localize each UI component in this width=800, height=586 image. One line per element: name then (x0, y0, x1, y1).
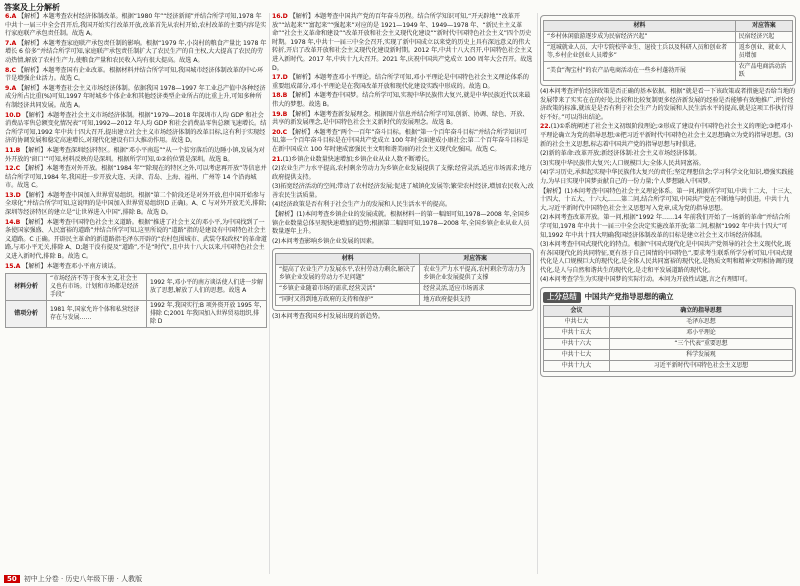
q15-analysis-table (5, 273, 267, 328)
table-header: 材料 (276, 254, 420, 265)
answer-item (540, 150, 796, 159)
answer-explanation: (3)实现中华民族伟大复兴;人口规模巨大;全体人民共同富裕。 (540, 159, 705, 167)
answer-explanation: 【解析】本题考查新发展理念。根据图片信息并结合所学可知,创新、协调、绿色、开放、共享的新发展理念,是中国特色社会主义新时代的发展理念。故选 B。 (272, 110, 529, 127)
answer-item (272, 183, 534, 200)
table-cell: 中共十九大 (544, 360, 610, 371)
answer-item (5, 219, 267, 262)
answer-item (5, 165, 267, 191)
answer-explanation: (4)学习历史,承担起实现中华民族伟大复兴的责任;坚定理想信念;学习科学文化知识,增强实践能力,为早日实现中国梦贡献自己的一份力量;个人梦想融入中国梦。 (540, 169, 794, 185)
table-cell: 1992 年,我国实行;B 项外资开放 1995 年,排除 C;2001 年我国加入世界贸易组织,排除 D (146, 301, 266, 328)
answer-explanation: 【解析】本题考查家庭联产承包责任制的影响。根据“1979 年,小岗村的粮食产量比 1978 年增长 6 倍多”并结合所学可知,家庭联产承包责任制扩大了农民生产的自主权,大大提高了农民的劳动热情,解放了农村生产力,使粮食产量和农民收入均有很大提高。故选 A。 (5, 39, 267, 64)
answer-letter: B (282, 110, 288, 118)
column-divider (537, 13, 538, 574)
question-number: 6. (5, 13, 12, 20)
answer-explanation: 【解析】本题考查深圳经济特区。根据“邓小平南巡”“从一个贫穷落后的边陲小镇,发展为对外开放的‘窗口’”可知,材料反映的是深圳。根据所学可知,①②的位置是深圳。故选 B。 (5, 146, 265, 163)
table-cell: 毛泽东思想 (609, 316, 792, 327)
table-header: 对应答案 (420, 254, 531, 265)
table-cell: 中共七大 (544, 316, 610, 327)
answer-explanation: 【解析】本题考查邓小平理论。结合所学可知,邓小平理论是中国特色社会主义理论体系的重要组成部分,邓小平理论是在我国改革开放和现代化建设实践中形成的。故选 D。 (272, 74, 529, 90)
table-row-head: 材料分析 (6, 274, 47, 301)
answer-item (272, 238, 534, 247)
table-cell: 1981 年,国家允许个体和私营经济存在与发展…… (47, 301, 147, 328)
table-cell: “返城就业人员、大中专院校毕业生、退役士兵以及科研人员和创业者等,乡村企业创业人员增多” (544, 43, 736, 62)
answer-item (272, 165, 534, 182)
answer-item (5, 67, 267, 84)
answer-explanation: (2)本问考查影响乡镇企业发展的因素。 (272, 237, 378, 245)
question-number: 22. (540, 123, 551, 131)
table-cell: 经营灵活,适应市场需求 (420, 284, 531, 295)
table-cell: “三个代表”重要思想 (609, 338, 792, 349)
table-header: 对应答案 (735, 21, 792, 32)
answer-explanation: 【解析】(1)本问考查中国特色社会主义理论体系。第一问,根据所学可知,中共十二大、十三大、十四大、十五大、十六大,……第二问,结合所学可知,中国共产党在不断地与时俱进。中共十九大,习近平新时代中国特色社会主义思想写入党章,成为党的指导思想。 (540, 187, 796, 212)
table-cell: 中共十七大 (544, 349, 610, 360)
table-header: 材料 (544, 21, 736, 32)
table-cell: 中共十六大 (544, 338, 610, 349)
answer-item (540, 123, 796, 149)
answer-item (5, 85, 267, 111)
answer-item (272, 74, 534, 91)
question-number: 17. (272, 74, 283, 82)
answer-explanation: 【解析】本题考查社会主义市场经济体制。根据“1979—2018 年深圳市人均 GDP 和社会消费品零售总额变化情况表”可知,1992—2012 年人均 GDP 和社会消费品零售总额飞速增长。结合所学可知,1992 年中共十四大召开,提出建立社会主义市场经济体制的改革目标,这有利于实现经济的协调发展和稳定高速增长,对现代化建设有巨大推动作用。故选 D。 (5, 111, 267, 145)
column-1 (5, 13, 267, 330)
answer-explanation: 【解析】本题考查邓小平南方谈话。 (22, 262, 120, 270)
answer-item (540, 188, 796, 214)
table-cell: 民宿经济兴起 (735, 32, 792, 43)
page-number: 50 (4, 575, 20, 583)
col3-table-box (540, 15, 796, 86)
question-number: 21. (272, 155, 283, 163)
answer-explanation: (2)农业生产力水平提高,农村剩余劳动力为乡镇企业发展提供了支撑;经营灵活,适应市场需求;地方政府提供支持。 (272, 165, 532, 181)
question-number: 19. (272, 110, 283, 118)
answer-letter: C (282, 128, 288, 136)
answer-explanation: (1)①系统阐述了社会主义初级阶段理论;②形成了建设有中国特色社会主义的理论;③把邓小平理论确立为党的指导思想;④把习近平新时代中国特色社会主义思想确立为党的指导思想。(3)新的社会主义思想,标志着中国共产党的指导思想与时俱进。 (540, 123, 794, 148)
answer-item (272, 211, 534, 237)
answer-item (5, 192, 267, 218)
answer-explanation: (3)拓宽经济活动的空间;带动了农村经济发展;促进了城镇化发展等;繁荣农村经济,增加农民收入;改善农民生活质量。 (272, 183, 534, 199)
answer-explanation: (4)经济政策是否有利于社会生产力的发展和人民生活水平的提高。 (272, 201, 451, 209)
answer-explanation: (4)本问考查评价经济政策是否正确的基本依据。根据“就是看一下该政策或者措施是否给当地的发展带来了实实在在的好处,比较和比较复制更多经济新发展的经验是否能够有效地推广,评价经济政策的标准,就该是是否有利于社会生产力的发展和人民生活水平的提高,就是这项工作执行得好不好。”可以得出结论。 (540, 88, 796, 121)
column-divider (269, 13, 270, 574)
table-cell: “提高了农业生产力发展水平,农村劳动力剩余,解决了乡镇企业发展的劳动力不足问题” (276, 265, 420, 284)
table-cell: 科学发展观 (609, 349, 792, 360)
answer-item (272, 111, 534, 128)
answer-item (272, 156, 534, 165)
answer-letter: D (282, 74, 288, 82)
answer-explanation: (2)新的革命:改革开放;新经济体制:社会主义市场经济体制。 (540, 150, 701, 158)
question-number: 9. (5, 84, 12, 92)
table-cell: 农业生产力水平提高,农村剩余劳动力为乡镇企业发展提供了支撑 (420, 265, 531, 284)
answer-explanation: 【解析】本题考查对外开放。根据“1984 年”“除现在的特区之外,可以考虑再开放”等信息并结合所学可知,1984 年,我国进一步开放大连、天津、青岛、上海、福州、广州等 14 个沿海城市。故选 C。 (5, 165, 267, 190)
answer-letter: A (11, 84, 17, 92)
page-footer (4, 574, 142, 584)
answer-explanation: 【解析】本题考查中国加入世界贸易组织。根据“第二个阶段还是对外开放,但中国开始参与全球化”并结合所学可知,这说明的是中国加入世界贸易组织(D 正确)。A、C 与对外开放无关,排除;深圳等经济特区的建立是“让世界进入中国”,排除 B。故选 D。 (5, 191, 267, 217)
table-cell: 返乡创业、就业人员增加 (735, 43, 792, 62)
answer-letter: A (15, 262, 21, 270)
answer-explanation: 【解析】本题考查中国梦。结合所学可知,实现中华民族伟大复兴,就是中华民族近代以来最伟大的梦想。故选 B。 (272, 92, 531, 108)
summary-title (543, 292, 793, 303)
answer-item (540, 160, 796, 169)
table-cell: “美食”淘宝村”的农产品电商活动在一些乡村蓬勃开展 (544, 62, 736, 81)
answer-item (540, 276, 796, 285)
answer-explanation: (1)乡镇企业数量快速增加;乡镇企业从业人数不断增长。 (282, 155, 434, 163)
answer-item (5, 40, 267, 66)
answer-item (540, 169, 796, 186)
table-cell: “同时又得到地方政府的支持和保护” (276, 295, 420, 306)
question-number: 16. (272, 13, 283, 20)
question-number: 15. (5, 262, 16, 270)
column-2 (272, 13, 534, 323)
table-cell: 习近平新时代中国特色社会主义思想 (609, 360, 792, 371)
answer-text: (3)本问考查我国乡村发展出现的新趋势。 (272, 313, 384, 321)
footer-text: 初中上分卷 · 历史八年级下册 · 人教版 (23, 575, 143, 583)
q21-table-box (272, 248, 534, 311)
page-header: 答案及上分解析 (4, 3, 60, 12)
answer-letter: B (282, 92, 288, 100)
summary-table (543, 305, 793, 372)
answer-item (540, 88, 796, 122)
answer-explanation: 【解析】本题考查“两个一百年”奋斗目标。根据“第一个百年奋斗目标”并结合所学知识可知,第一个百年奋斗目标是在中国共产党成立 100 年时全面建成小康社会;第二个百年奋斗目标是在新中国成立 100 年时建成富强民主文明和谐美丽的社会主义现代化强国。故选 C。 (272, 128, 529, 153)
answer-explanation: 【解析】本题考查农村经济体制改革。根据“1980 年”“经济新闻”并结合所学可知,1978 年中共十一届三中全会召开后,我国开始实行改革开放,改革首先从农村开始,农村改革的主要内容是实行家庭联产承包责任制。故选 A。 (5, 13, 267, 38)
answer-letter: A (11, 13, 17, 20)
answer-item (272, 92, 534, 109)
answer-explanation: (2)本问考查改革开放。第一问,根据“1992 年……14 年前我们开始了一场新的革命”并结合所学可知,1978 年中共十一届三中全会决定实施改革开放;第二问,根据“1992 年中共十四大”可知,1992 年中共十四大明确我国经济体制改革的目标是建立社会主义市场经济体制。 (540, 214, 791, 239)
question-number: 12. (5, 165, 16, 173)
answer-item (540, 214, 796, 240)
question-number: 11. (5, 146, 16, 154)
table-row-head: 错项分析 (6, 301, 47, 328)
table-cell: 邓小平理论 (609, 327, 792, 338)
question-number: 14. (5, 218, 16, 226)
answer-letter: B (15, 146, 21, 154)
table-cell: 地方政府提供支持 (420, 295, 531, 306)
column-3 (540, 13, 796, 379)
q21-table (275, 253, 531, 306)
answer-explanation: (4)本问考查学生为实现中国梦的实际行动。本问为开放性试题,言之有理即可。 (540, 276, 752, 284)
q21-3-table (543, 20, 793, 81)
question-number: 10. (5, 111, 16, 119)
answer-letter: D (15, 111, 21, 119)
answer-item (272, 129, 534, 155)
table-cell: “市场经济不等于资本主义,社会主义也有市场。计划和市场都是经济手段” (47, 274, 147, 301)
table-cell: “乡镇企业随着市场的需求,经营灵活” (276, 284, 420, 295)
question-number: 13. (5, 191, 16, 199)
question-number: 20. (272, 128, 283, 136)
answer-explanation: 【解析】本题考查国有企业改革。根据材料并结合所学可知,我国城市经济体制改革的中心环节是增强企业活力。故选 C。 (5, 66, 264, 83)
answer-explanation: 【解析】本题考查社会主义市场经济体制。依据我国 1978—1997 年工业总产值中各种经济成分所占比重(%)可知,1997 年时城乡个体企业和其他经济类型企业所占的比重上升,可知多种所有制经济共同发展。故选 A。 (5, 84, 266, 109)
answer-item (5, 263, 267, 272)
table-cell: “乡村休闲旅游逐步成为民宿经济兴起” (544, 32, 736, 43)
answer-letter: D (15, 191, 21, 199)
answer-explanation: 【解析】本题考查中国共产党的百年奋斗历程。结合所学知识可知,“开天辟地”“改革开放”“站起来”“富起来”“强起来”对应的是 1921—1949 年、1949—1978 年、“新民主主义革命”“社会主义革命和建设”“改革开放和社会主义现代化建设”“新时代中国特色社会主义”四个历史时期。1978 年,中共十一届三中全会召开,实现了新中国成立以来党的历史上具有深远意义的伟大转折,开启了改革开放和社会主义现代化建设新时期。2012 年,中共十八大召开,中国特色社会主义进入新时代。2017 年,中共十九大召开。2021 年,庆祝中国共产党成立 100 周年大会召开。故选 D。 (272, 13, 533, 72)
summary-box (540, 287, 796, 377)
answer-letter: A (11, 39, 17, 47)
answer-letter: B (15, 218, 21, 226)
summary-tag: 上分总结 (543, 292, 581, 303)
table-header: 确立的指导思想 (609, 305, 792, 316)
table-cell: 中共十五大 (544, 327, 610, 338)
question-number: 7. (5, 39, 12, 47)
answer-item (272, 201, 534, 210)
answer-item (5, 147, 267, 164)
question-number: 18. (272, 92, 283, 100)
table-header: 会议 (544, 305, 610, 316)
answer-item (540, 241, 796, 275)
table-cell: 农产品电商活动活跃 (735, 62, 792, 81)
answer-item (272, 13, 534, 73)
answer-explanation: 【解析】(1)本问考查乡镇企业的发展成就。根据材料一的第一幅图可知,1978—2008 年,全国乡镇企业数量总体呈现快速增加的趋势;根据第二幅图可知,1978—2008 年,全国乡镇企业从业人员数量逐年上升。 (272, 211, 530, 236)
summary-heading: 中国共产党指导思想的确立 (584, 292, 674, 302)
answer-explanation: (3)本问考查中国式现代化的特点。根据“中国式现代化是中国共产党领导的社会主义现代化,既有各国现代化的共同特征,更有基于自己国情的中国特色”,要求考生联系所学分析可知,中国式现代化是人口规模巨大的现代化,是全体人民共同富裕的现代化,是物质文明和精神文明相协调的现代化,是人与自然和谐共生的现代化,是走和平发展道路的现代化。 (540, 241, 794, 274)
answer-letter: C (15, 165, 21, 173)
answer-item (5, 112, 267, 146)
answer-explanation: 【解析】本题考查中国特色社会主义道路。根据“推进了社会主义的邓小平,为中国找到了一条使国家强盛、人民富裕的道路”并结合所学可知,这里所说的“道路”指的是建设有中国特色社会主义道路。C 正确。开辟民主革命的新道路指毛泽东开辟的“农村包围城市、武装夺取政权”的革命道路,与邓小平无关,排除 A、D;题干没有提及“道路”,不是“时代”,且中共十八大以来,中国特色社会主义进入新时代,排除 B。故选 C。 (5, 218, 267, 261)
answer-letter: C (11, 66, 16, 74)
table-cell: 1992 年,邓小平的南方谈话使人们进一步解放了思想,解放了人们的思想。故选 A (146, 274, 266, 301)
answer-item (5, 13, 267, 39)
question-number: 8. (5, 66, 12, 74)
answer-letter: D (282, 13, 288, 20)
